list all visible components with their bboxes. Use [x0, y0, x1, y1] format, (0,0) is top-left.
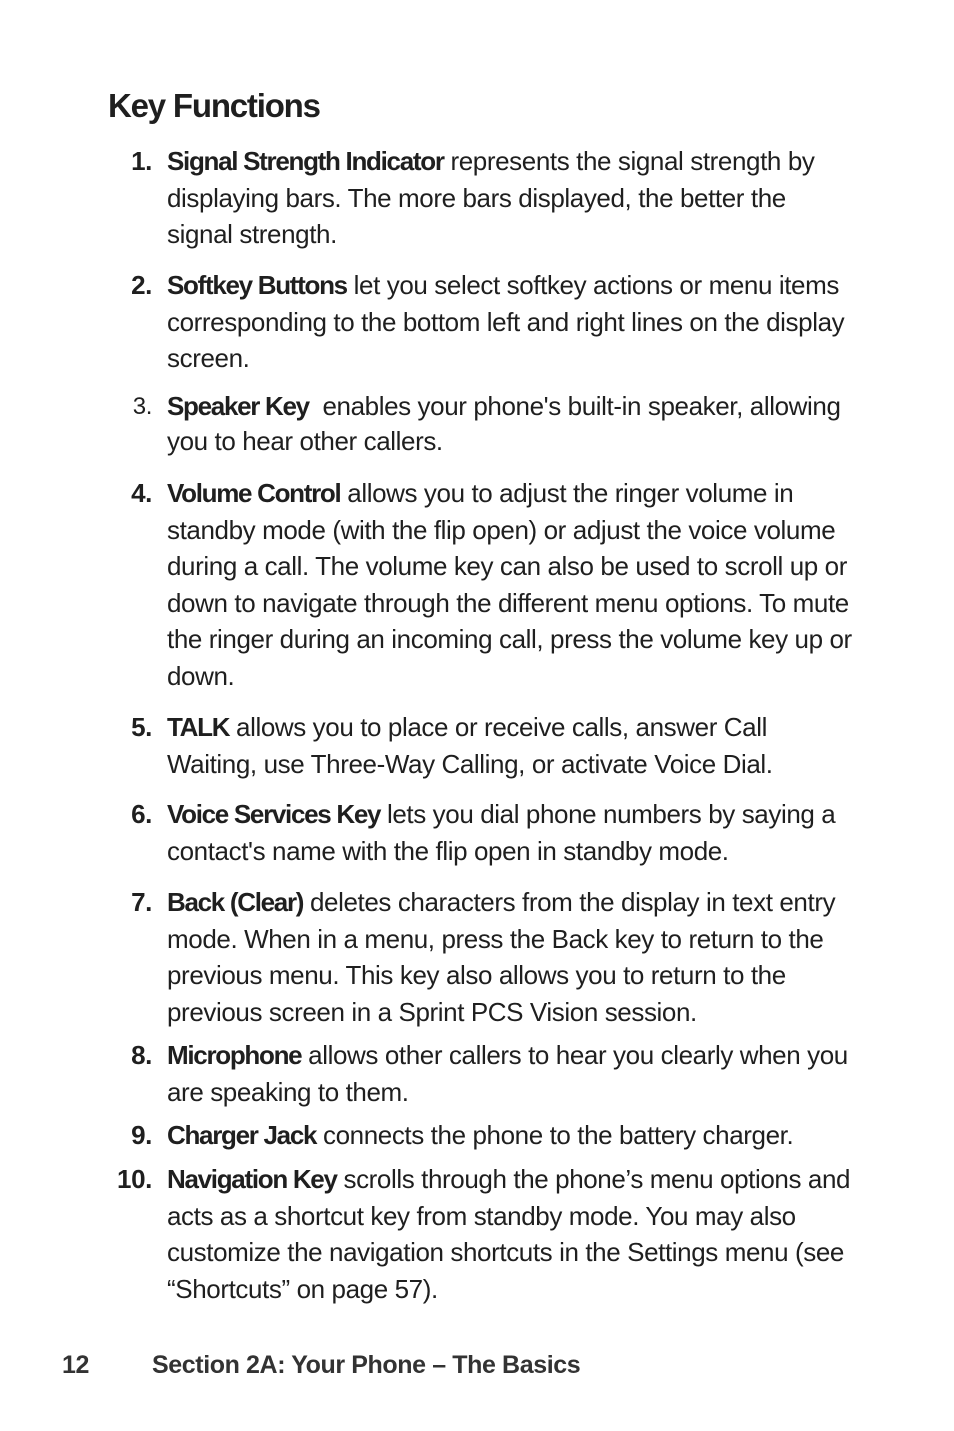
item-term: Microphone [167, 1040, 302, 1070]
item-term: Voice Services Key [167, 799, 381, 829]
item-description: represents the signal strength by displaying bars. The more bars displayed, the better the signal strength. [167, 146, 815, 249]
item-term: Speaker Key [167, 391, 309, 421]
item-body [167, 1117, 857, 1154]
item-number: 6. [131, 799, 152, 829]
item-number: 9. [131, 1120, 152, 1150]
item-term: Charger Jack [167, 1120, 317, 1150]
item-number: 1. [131, 146, 152, 176]
item-body [167, 884, 857, 1030]
item-body [167, 143, 857, 253]
item-body [167, 1161, 857, 1307]
section-title: Section 2A: Your Phone – The Basics [152, 1351, 581, 1379]
item-number: 10. [117, 1164, 152, 1194]
item-description: allows you to place or receive calls, answer Call Waiting, use Three-Way Calling, or activate Voice Dial. [167, 712, 773, 779]
item-number: 2. [131, 270, 152, 300]
item-term: Navigation Key [167, 1164, 337, 1194]
item-number: 8. [131, 1040, 152, 1070]
item-description: let you select softkey actions or menu items corresponding to the bottom left and right lines on the display screen. [167, 270, 845, 373]
item-body [167, 709, 857, 782]
item-body [167, 267, 857, 377]
item-description: lets you dial phone numbers by saying a contact's name with the flip open in standby mode. [167, 799, 836, 866]
page-title: Key Functions [108, 87, 320, 124]
item-number: 5. [131, 712, 152, 742]
item-description: connects the phone to the battery charger. [316, 1120, 794, 1150]
item-description: allows other callers to hear you clearly when you are speaking to them. [167, 1040, 848, 1107]
item-term: Back (Clear) [167, 887, 304, 917]
item-description: deletes characters from the display in text entry mode. When in a menu, press the Back key to return to the previous menu. This key also allows you to return to the previous screen in a Sprint PCS Vision session. [167, 887, 836, 1027]
item-description: enables your phone's built-in speaker, allowing you to hear other callers. [167, 391, 848, 456]
page-number: 12 [62, 1351, 90, 1379]
item-description: allows you to adjust the ringer volume in standby mode (with the flip open) or adjust the voice volume during a call. The volume key can also be used to scroll up or down to navigate through the different menu options. To mute the ringer during an incoming call, press the volume key up or down. [167, 478, 852, 691]
item-number: 3. [132, 393, 152, 420]
item-body [167, 796, 857, 869]
item-body [167, 1037, 857, 1110]
item-description: scrolls through the phone’s menu options and acts as a shortcut key from standby mode. You may also customize the navigation shortcuts in the Settings menu (see “Shortcuts” on page 57). [167, 1164, 851, 1304]
item-body [167, 389, 857, 459]
item-body [167, 475, 857, 694]
item-number: 7. [131, 887, 152, 917]
item-term: Softkey Buttons [167, 270, 347, 300]
item-number: 4. [131, 478, 152, 508]
item-term: TALK [167, 712, 230, 742]
item-term: Signal Strength Indicator [167, 146, 444, 176]
item-term: Volume Control [167, 478, 341, 508]
